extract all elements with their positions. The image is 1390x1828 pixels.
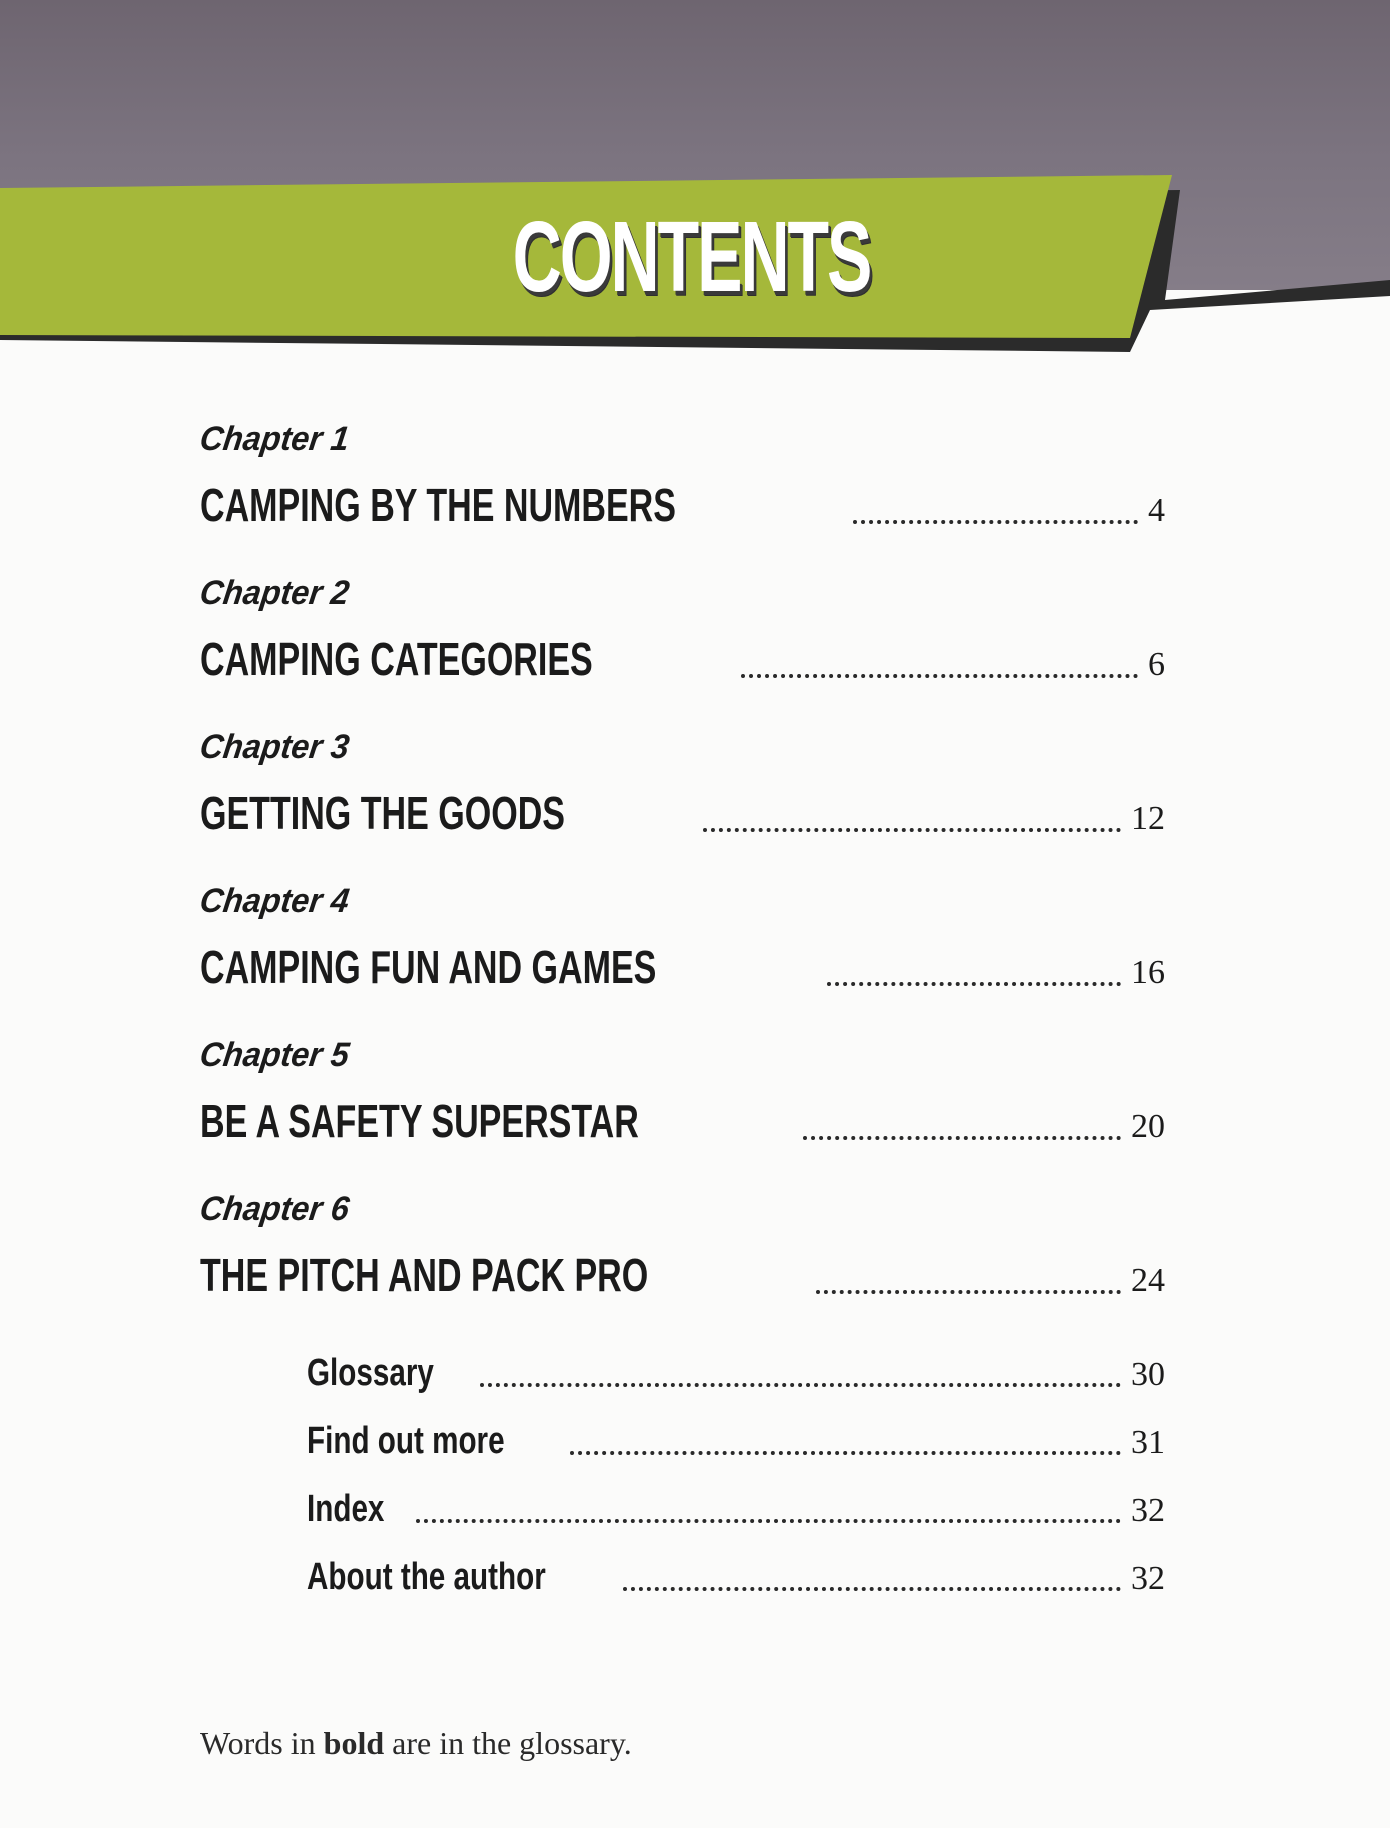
toc-chapter-6 — [197, 1190, 1165, 1344]
page-number: 32 — [1131, 1492, 1165, 1529]
toc-entry — [307, 1420, 1165, 1463]
toc-entry — [307, 1352, 1165, 1395]
back-matter-title: About the author — [307, 1556, 546, 1598]
chapter-label: Chapter 6 — [197, 1190, 352, 1228]
leader-dots — [570, 1450, 1121, 1455]
toc-find-out-more — [307, 1420, 1165, 1488]
page-number: 16 — [1131, 954, 1165, 991]
page-number: 4 — [1148, 492, 1165, 529]
leader-dots — [803, 1135, 1121, 1140]
page-number: 24 — [1131, 1262, 1165, 1299]
leader-dots — [741, 673, 1138, 678]
leader-dots — [827, 981, 1121, 986]
toc-entry — [200, 940, 1165, 994]
toc-chapter-3 — [197, 728, 1165, 882]
leader-dots — [623, 1586, 1121, 1591]
toc-entry — [307, 1488, 1165, 1531]
page-number: 6 — [1148, 646, 1165, 683]
chapter-title: CAMPING BY THE NUMBERS — [200, 479, 676, 531]
footnote-text-after: are in the glossary. — [384, 1725, 632, 1761]
page-number: 31 — [1131, 1424, 1165, 1461]
toc-chapter-5 — [197, 1036, 1165, 1190]
leader-dots — [703, 827, 1121, 832]
chapter-label: Chapter 5 — [197, 1036, 352, 1074]
page-number: 12 — [1131, 800, 1165, 837]
chapter-label: Chapter 1 — [197, 420, 352, 458]
toc-entry — [200, 1248, 1165, 1302]
toc-entry — [200, 1094, 1165, 1148]
leader-dots — [853, 519, 1138, 524]
page-number: 30 — [1131, 1356, 1165, 1393]
toc-entry — [200, 478, 1165, 532]
chapter-title: GETTING THE GOODS — [200, 787, 566, 839]
toc-chapter-2 — [197, 574, 1165, 728]
back-matter-title: Glossary — [307, 1352, 434, 1394]
toc-entry — [200, 632, 1165, 686]
footnote-bold-word: bold — [323, 1725, 385, 1761]
page-number: 32 — [1131, 1560, 1165, 1597]
chapter-title: THE PITCH AND PACK PRO — [200, 1249, 649, 1301]
page-title: CONTENTS — [512, 201, 871, 313]
leader-dots — [416, 1518, 1121, 1523]
chapter-title: CAMPING CATEGORIES — [200, 633, 593, 685]
toc-glossary — [307, 1352, 1165, 1420]
toc-index — [307, 1488, 1165, 1556]
back-matter-list — [307, 1352, 1165, 1624]
toc-chapter-1 — [197, 420, 1165, 574]
back-matter-title: Find out more — [307, 1420, 505, 1462]
toc-entry — [307, 1556, 1165, 1599]
toc-about-the-author — [307, 1556, 1165, 1624]
toc-chapter-4 — [197, 882, 1165, 1036]
footnote-text-before: Words in — [200, 1725, 324, 1761]
toc-entry — [200, 786, 1165, 840]
leader-dots — [480, 1382, 1121, 1387]
chapter-label: Chapter 3 — [197, 728, 352, 766]
table-of-contents — [197, 420, 1165, 1344]
chapter-title: CAMPING FUN AND GAMES — [200, 941, 657, 993]
chapter-title: BE A SAFETY SUPERSTAR — [200, 1095, 639, 1147]
back-matter-title: Index — [307, 1488, 385, 1530]
glossary-footnote — [200, 1725, 632, 1762]
chapter-label: Chapter 4 — [197, 882, 352, 920]
chapter-label: Chapter 2 — [197, 574, 352, 612]
page-number: 20 — [1131, 1108, 1165, 1145]
leader-dots — [816, 1289, 1121, 1294]
